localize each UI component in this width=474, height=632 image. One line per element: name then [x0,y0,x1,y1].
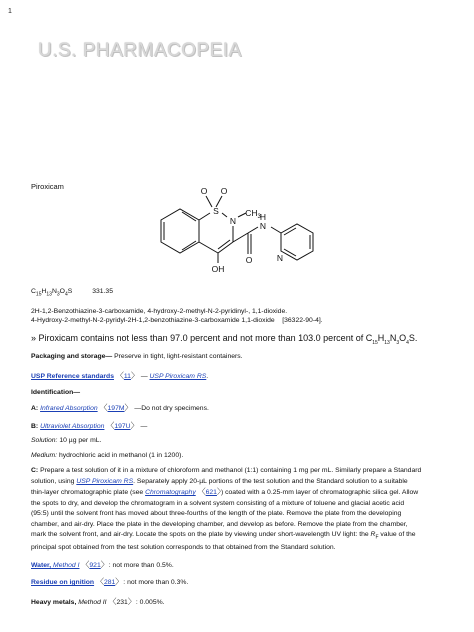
benzene-ring [161,209,199,253]
usp-header-title: U.S. PHARMACOPEIA [38,40,242,61]
water-method-link[interactable]: Method I [51,562,80,569]
solution-spec: Solution: 10 µg per mL. [31,437,102,444]
chapter-921-link[interactable]: 921 [89,562,101,569]
identification-c: C: Prepare a test solution of it in a mixture of chloroform and methanol (1:1) containing 1 mg per mL. Similarly prepare a Standard solution, using USP Piroxicam RS. Separately apply 20-µL portions of the test solution and the Standard solution to a suitable thin-layer chromatographic plate (see Chromatography 〈621〉) coated with a 0.25-mm layer of chromatographic silica gel. Allow the spots to dry, and develop the chromatogram in a solvent system consisting of a mixture of toluene and glacial acetic acid (95:5) until the solvent front has moved about three-fourths of the length of the plate. Remove the plate from the developing chamber, and air-dry. Place the plate in the developing chamber, and develop as before. Remove the plate from the chamber, mark the solvent front, and air-dry. Locate the spots on the plate by viewing under short-wavelength UV light: the $R_F$ value of the principal spot obtained from the test solution corresponds to that obtained from the Standard solution. [31,467,422,551]
oxygen-label-1: O [200,186,208,196]
infrared-absorption-link[interactable]: Infrared Absorption [40,405,98,412]
identification-a: A: Infrared Absorption 〈197M〉 —Do not dry specimens. [31,403,209,412]
chem-name-line2: 4-Hydroxy-2-methyl-N-2-pyridyl-2H-1,2-benzothiazine-3-carboxamide 1,1-dioxide [36322-90-4]. [31,317,323,324]
page-number: 1 [8,8,12,15]
usp-piroxicam-rs-link[interactable]: USP Piroxicam RS [149,373,207,380]
chapter-197u-link[interactable]: 197U [114,423,131,430]
chapter-197m-link[interactable]: 197M [107,405,125,412]
ch3-label: $CH_3$ [245,208,261,220]
chromatography-link[interactable]: Chromatography [145,489,196,496]
monograph-name: Piroxicam [31,182,64,191]
pyridine-ring [281,224,313,260]
residue-on-ignition-link[interactable]: Residue on ignition [31,579,95,586]
chapter-621-link[interactable]: 621 [205,489,217,496]
ultraviolet-absorption-link[interactable]: Ultraviolet Absorption [40,423,105,430]
hydroxyl-label: OH [211,264,225,274]
heavy-metals-test: Heavy metals, Method II 〈231〉: 0.005%. [31,597,165,606]
nitrogen-label: N [229,216,237,226]
cas-number: [36322-90-4]. [282,317,323,324]
chapter-281-link[interactable]: 281 [103,579,116,586]
chemical-names [31,307,443,325]
ref-std-chapter-link[interactable]: 11 [123,373,131,380]
sulfur-label: S [213,206,219,216]
medium-spec: Medium: hydrochloric acid in methanol (1 in 1200). [31,452,184,459]
residue-on-ignition-test: Residue on ignition 〈281〉: not more than 0.3%. [31,577,189,586]
carbonyl-oxygen-label: O [245,255,253,265]
amide-nitrogen-label: N [259,221,267,231]
water-link[interactable]: Water, [31,562,52,569]
assay-statement: » Piroxicam contains not less than 97.0 percent and not more than 103.0 percent of $C_{15}H_{13}N_3O_4S$. [31,333,418,346]
molecular-weight: 331.35 [92,288,113,295]
water-test: Water, Method I 〈921〉: not more than 0.5%. [31,560,174,569]
molecular-formula: $C_{15}H_{13}N_3O_4S$ 331.35 [31,288,113,298]
oxygen-label-2: O [220,186,228,196]
chem-name-line1: 2H-1,2-Benzothiazine-3-carboxamide, 4-hydroxy-2-methyl-N-2-pyridinyl-, 1,1-dioxide. [31,308,288,315]
packaging-storage: Packaging and storage— Preserve in tight, light-resistant containers. [31,353,243,360]
identification-b: B: Ultraviolet Absorption 〈197U〉 — [31,421,148,430]
pyridine-nitrogen-label: N [276,253,284,263]
amide-hydrogen-label: H [259,212,267,222]
piroxicam-structure-diagram [150,180,320,280]
reference-standards: USP Reference standards 〈11〉 — USP Piroxicam RS. [31,371,209,380]
usp-piroxicam-rs-link-2[interactable]: USP Piroxicam RS [76,477,134,485]
usp-reference-standards-link[interactable]: USP Reference standards [31,373,114,380]
identification-heading: Identification— [31,389,81,396]
